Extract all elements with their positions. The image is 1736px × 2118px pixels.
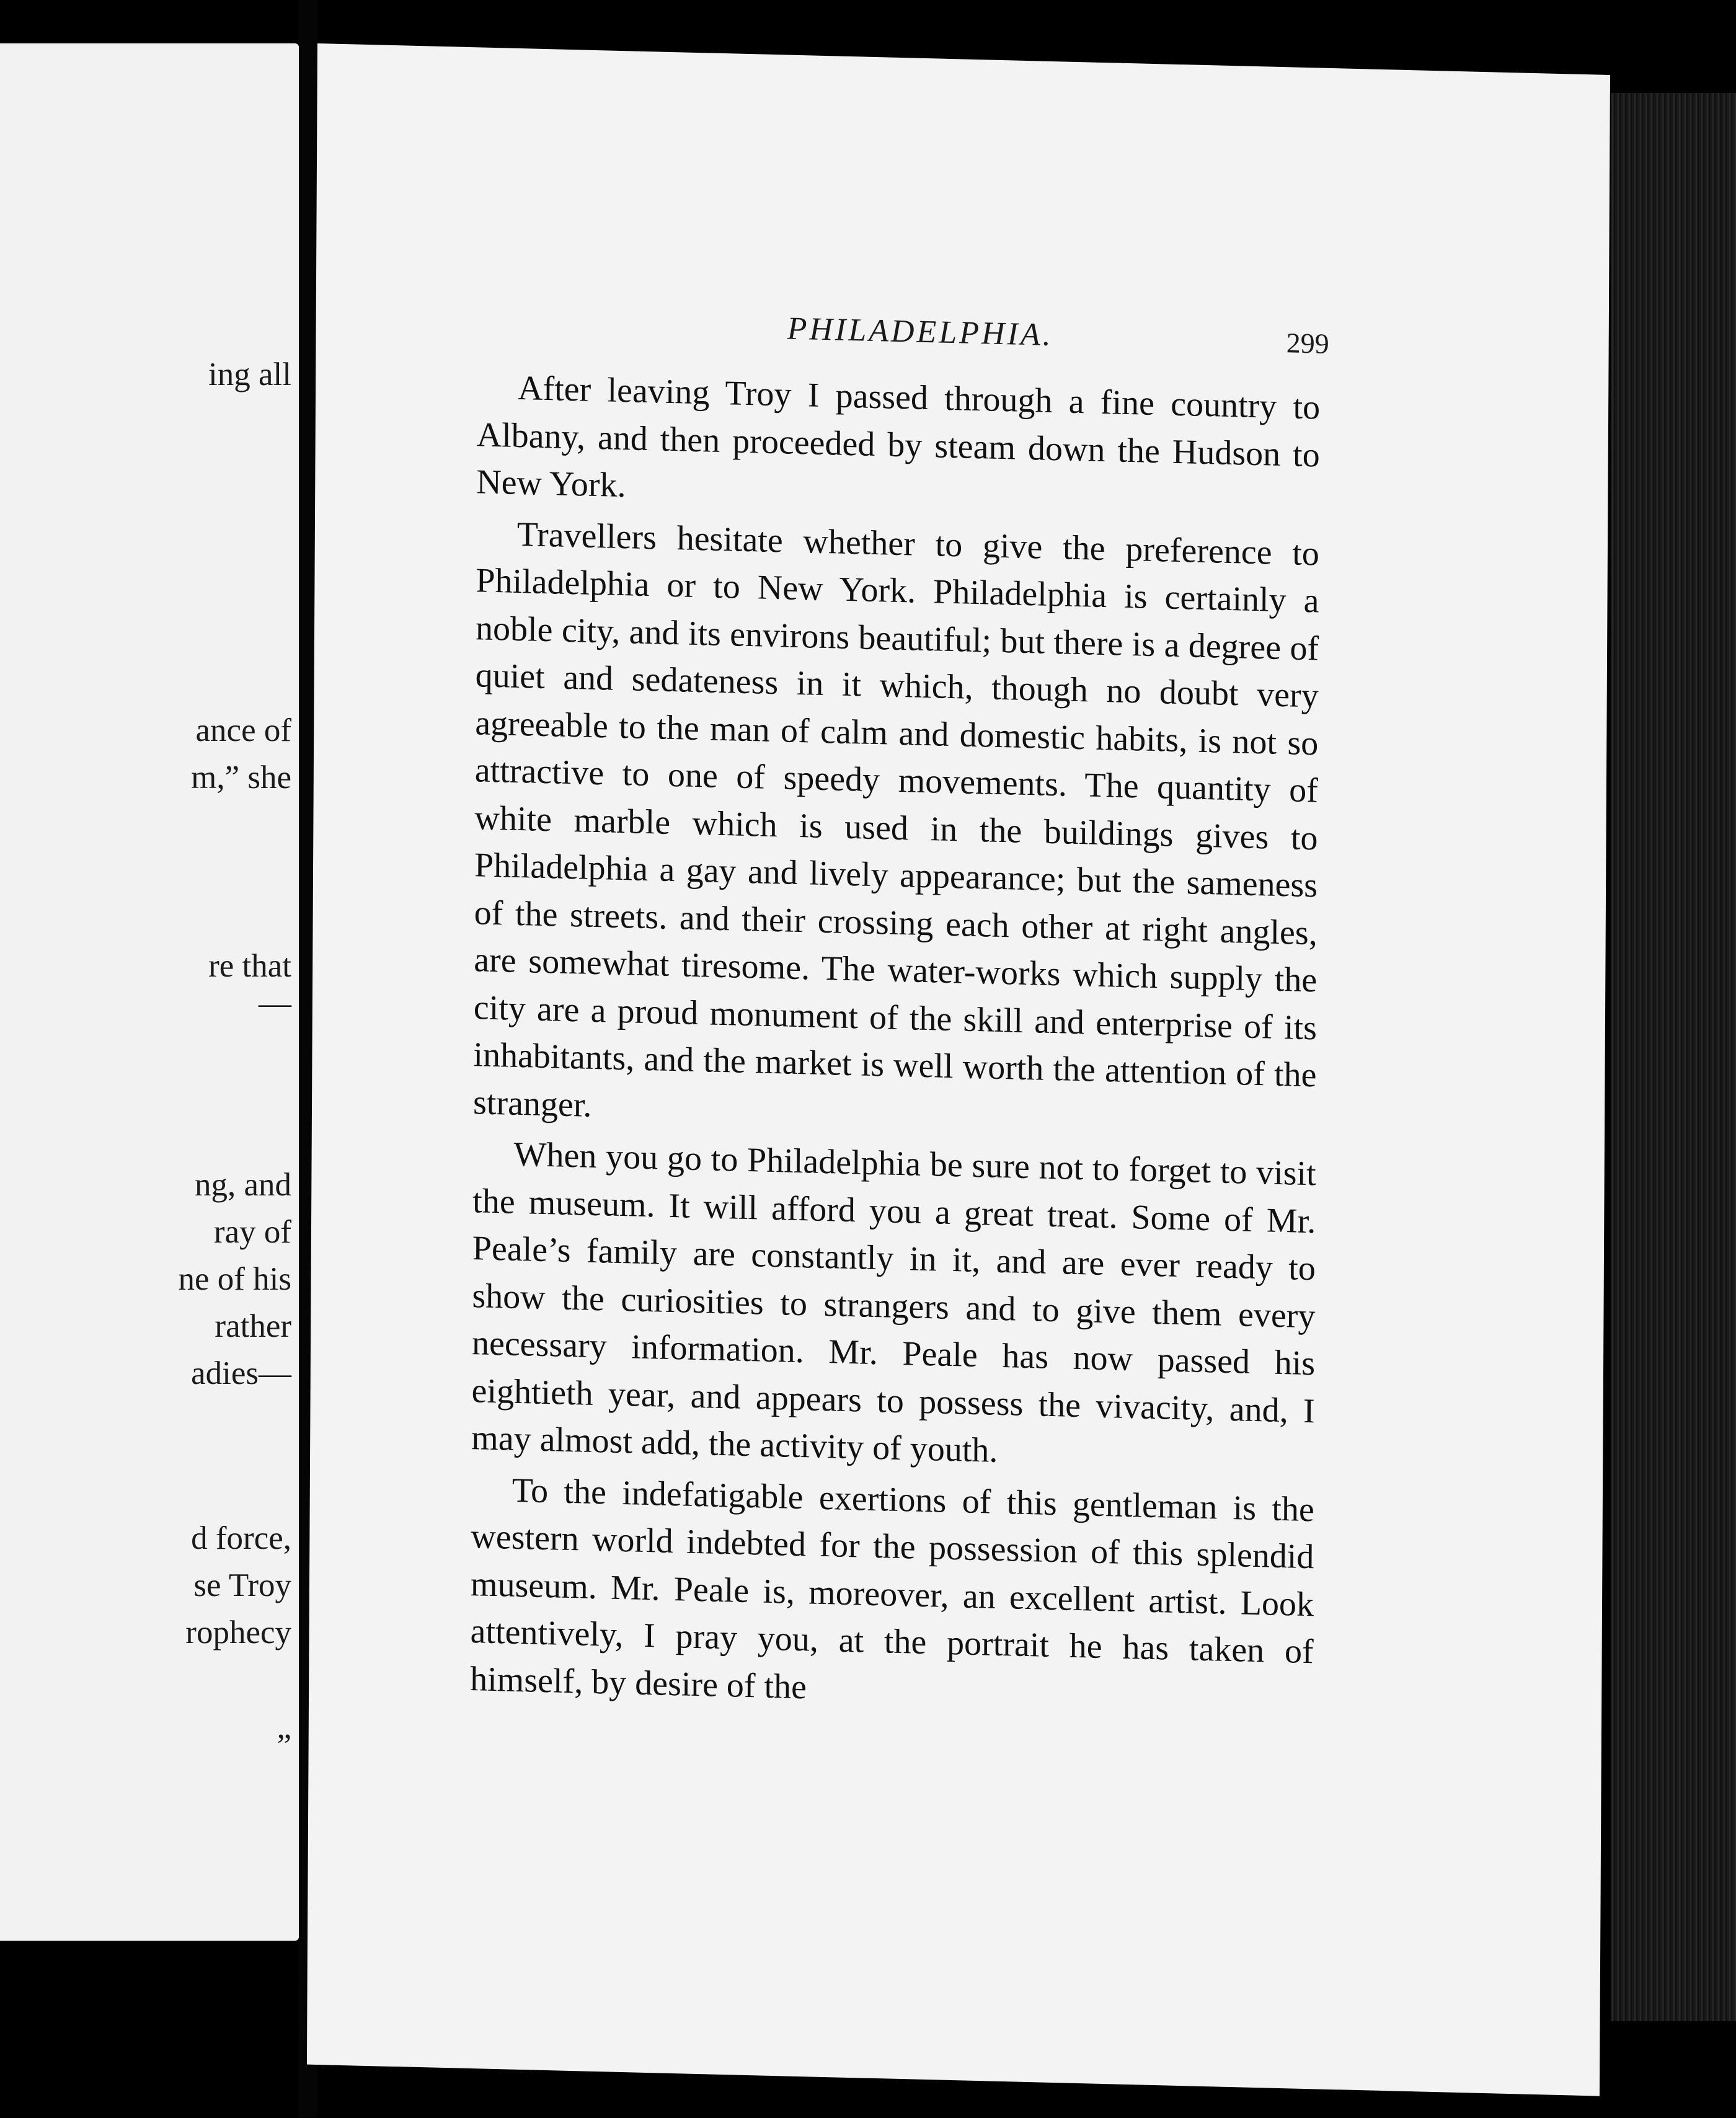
running-head: PHILADELPHIA. [787,311,1053,353]
page-number: 299 [1286,327,1329,360]
left-page [0,43,299,1941]
left-page-line: ” [277,1728,291,1764]
left-page-line: re that [208,948,291,984]
body-text [470,363,1320,1727]
left-page-line: ng, and [194,1167,291,1203]
left-page-line: ance of [195,712,291,748]
left-page-line: rophecy [185,1615,291,1651]
left-page-line: ne of his [178,1261,291,1297]
paragraph: To the indefatigable exertions of this gentleman is the western world indebted for the possession of this splendid museum. Mr. Peale is, moreover, an excellent artist. Look attentively, I pray you, at the portrait he has taken of himself, by desire of the [470,1471,1314,1706]
left-page-line: d force, [191,1520,291,1556]
left-page-line: ing all [208,357,291,392]
left-page-line: rather [215,1308,291,1344]
left-page-line: se Troy [193,1567,291,1603]
paragraph: Travellers hesitate whether to give the preference to Philadelphia or to New York. Philadelphia is certainly a noble city, and its environs beautiful; but there is a degree of quiet and sedateness in it which, though no doubt very agreeable to the man of calm and domestic habits, is not so attractive to one of speedy movements. The quantity of white marble which is used in the buildings gives to Philadelphia a gay and lively appearance; but the sameness of the streets. and their crossing each other at right angles, are somewhat tiresome. The water-works which supply the city are a proud monument of the skill and enterprise of its inhabitants, and the market is well worth the attention of the stranger. [472,515,1320,1125]
left-page-line: m,” she [191,760,291,795]
page-block-edge [1611,93,1736,2021]
paragraph: When you go to Philadelphia be sure not to forget to visit the museum. It will afford you a great treat. Some of Mr. Peale’s family are constantly in it, and are ever ready to show the curiosities to strangers and to give them every necessary information. Mr. Peale has now passed his eightieth year, and appears to possess the vivacity, and, I may almost add, the activity of youth. [471,1135,1316,1470]
paragraph: After leaving Troy I passed through a fine country to Albany, and then proceeded by steam down the Hudson to New York. [476,368,1321,505]
left-page-line: — [259,985,291,1021]
left-page-line: ray of [213,1214,291,1250]
left-page-line: adies— [191,1355,291,1391]
right-page [307,43,1610,2096]
